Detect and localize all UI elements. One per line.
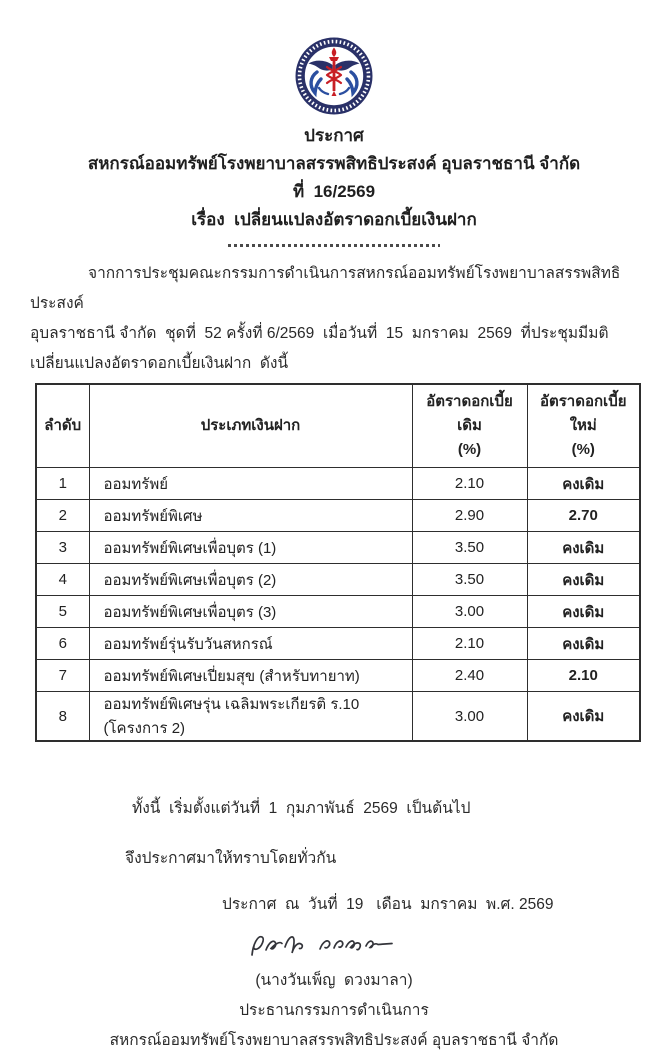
cell-deposit-type: ออมทรัพย์พิเศษเปี่ยมสุข (สำหรับทายาท) (89, 660, 412, 692)
cell-no: 5 (36, 596, 89, 628)
header-no: ลำดับ (36, 384, 89, 468)
cell-no: 4 (36, 564, 89, 596)
header-old-rate (412, 384, 527, 468)
cell-no: 7 (36, 660, 89, 692)
cell-old-rate: 3.00 (412, 596, 527, 628)
table-row (36, 500, 640, 532)
signature-block (30, 928, 638, 1056)
cell-old-rate: 2.10 (412, 628, 527, 660)
closing-line: จึงประกาศมาให้ทราบโดยทั่วกัน (125, 850, 337, 867)
cell-new-rate: 2.10 (527, 660, 640, 692)
cell-old-rate: 3.00 (412, 692, 527, 742)
cell-new-rate: คงเดิม (527, 628, 640, 660)
cell-no: 1 (36, 468, 89, 500)
rate-table-body (36, 468, 640, 742)
cell-no: 3 (36, 532, 89, 564)
cell-old-rate: 3.50 (412, 564, 527, 596)
table-row (36, 532, 640, 564)
doc-number: ที่ 16/2569 (292, 182, 376, 201)
doc-heading: ประกาศ (304, 126, 364, 145)
cell-deposit-type: ออมทรัพย์พิเศษเพื่อบุตร (1) (89, 532, 412, 564)
cell-new-rate: 2.70 (527, 500, 640, 532)
signer-organization: สหกรณ์ออมทรัพย์โรงพยาบาลสรรพสิทธิประสงค์ อุบลราชธานี จำกัด (109, 1032, 559, 1049)
body-line: เปลี่ยนแปลงอัตราดอกเบี้ยเงินฝาก ดังนี้ (30, 355, 289, 372)
table-row (36, 628, 640, 660)
cell-no: 6 (36, 628, 89, 660)
body-line: จากการประชุมคณะกรรมการดำเนินการสหกรณ์ออมทรัพย์โรงพยาบาลสรรพสิทธิประสงค์ (30, 265, 621, 312)
body-line: อุบลราชธานี จำกัด ชุดที่ 52 ครั้งที่ 6/2569 เมื่อวันที่ 15 มกราคม 2569 ที่ประชุมมีมติ (30, 325, 609, 342)
cell-new-rate: คงเดิม (527, 468, 640, 500)
signature-image (240, 928, 400, 966)
body-paragraph (30, 259, 638, 379)
cell-new-rate: คงเดิม (527, 532, 640, 564)
table-row (36, 692, 640, 742)
logo-row (30, 36, 638, 116)
rate-table (35, 383, 641, 742)
divider-dashed-line (228, 244, 440, 247)
cell-deposit-type: ออมทรัพย์พิเศษ (89, 500, 412, 532)
signer-name: (นางวันเพ็ญ ดวงมาลา) (255, 972, 413, 989)
cell-old-rate: 2.90 (412, 500, 527, 532)
cell-deposit-type: ออมทรัพย์พิเศษเพื่อบุตร (3) (89, 596, 412, 628)
table-row (36, 468, 640, 500)
cell-old-rate: 3.50 (412, 532, 527, 564)
cell-new-rate: คงเดิม (527, 564, 640, 596)
cell-deposit-type: ออมทรัพย์พิเศษรุ่น เฉลิมพระเกียรติ ร.10 (โครงการ 2) (89, 692, 412, 742)
cooperative-seal-logo (293, 36, 375, 116)
cell-deposit-type: ออมทรัพย์พิเศษเพื่อบุตร (2) (89, 564, 412, 596)
header-old-rate-label: อัตราดอกเบี้ยเดิม (426, 393, 513, 434)
header-new-rate-label: อัตราดอกเบี้ยใหม่ (540, 393, 627, 434)
title-block (30, 122, 638, 247)
cell-new-rate: คงเดิม (527, 596, 640, 628)
org-name: สหกรณ์ออมทรัพย์โรงพยาบาลสรรพสิทธิประสงค์ อุบลราชธานี จำกัด (87, 154, 581, 173)
cell-no: 2 (36, 500, 89, 532)
header-old-rate-unit: (%) (457, 441, 482, 458)
announcement-date-line: ประกาศ ณ วันที่ 19 เดือน มกราคม พ.ศ. 2569 (222, 896, 554, 913)
table-row (36, 596, 640, 628)
signer-title: ประธานกรรมการดำเนินการ (239, 1002, 429, 1019)
table-row (36, 564, 640, 596)
header-new-rate (527, 384, 640, 468)
header-deposit-type: ประเภทเงินฝาก (89, 384, 412, 468)
cell-old-rate: 2.40 (412, 660, 527, 692)
effective-date-line: ทั้งนี้ เริ่มตั้งแต่วันที่ 1 กุมภาพันธ์ 2569 เป็นต้นไป (132, 800, 471, 817)
cell-deposit-type: ออมทรัพย์ (89, 468, 412, 500)
table-header-row (36, 384, 640, 468)
cell-no: 8 (36, 692, 89, 742)
cell-new-rate: คงเดิม (527, 692, 640, 742)
cell-deposit-type: ออมทรัพย์รุ่นรับวันสหกรณ์ (89, 628, 412, 660)
header-new-rate-unit: (%) (571, 441, 595, 458)
doc-subject: เรื่อง เปลี่ยนแปลงอัตราดอกเบี้ยเงินฝาก (191, 210, 477, 229)
cell-old-rate: 2.10 (412, 468, 527, 500)
table-row (36, 660, 640, 692)
